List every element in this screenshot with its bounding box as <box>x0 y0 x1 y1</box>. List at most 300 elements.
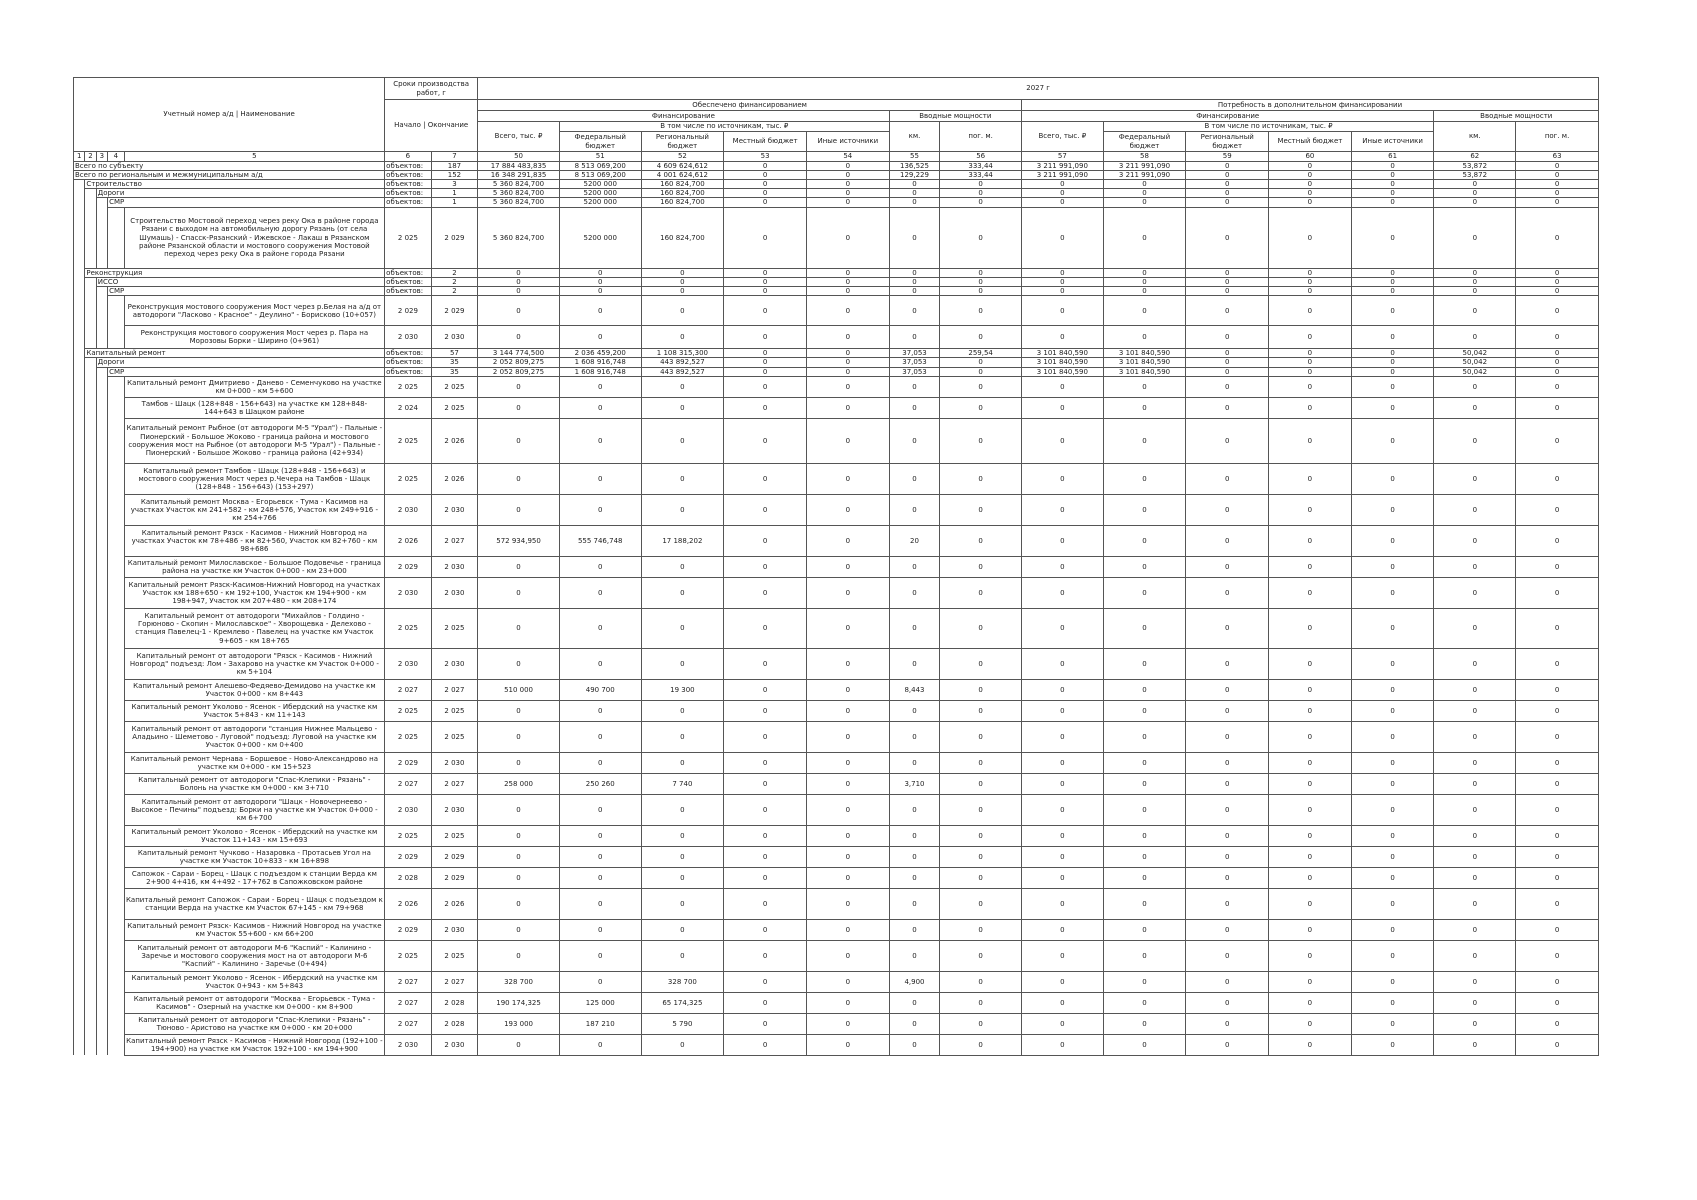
federal-header: Федеральный бюджет <box>559 132 641 152</box>
value-cell: 37,053 <box>889 358 940 367</box>
indent-cell <box>85 397 96 418</box>
value-cell: 0 <box>806 463 889 494</box>
value-cell: 490 700 <box>559 679 641 700</box>
start-year: 2 025 <box>385 207 432 268</box>
indent-cell <box>85 1013 96 1034</box>
value-cell: 0 <box>1434 825 1516 846</box>
table-row <box>74 277 1599 286</box>
object-count: 1 <box>431 189 478 198</box>
value-cell: 0 <box>641 648 724 679</box>
table-row <box>74 463 1599 494</box>
value-cell: 2 052 809,275 <box>478 367 560 376</box>
value-cell: 0 <box>940 189 1022 198</box>
table-row <box>74 825 1599 846</box>
value-cell: 0 <box>478 608 560 648</box>
indent-cell <box>108 679 125 700</box>
value-cell: 0 <box>1434 721 1516 752</box>
value-cell: 0 <box>559 1034 641 1055</box>
indent-cell <box>74 1013 85 1034</box>
value-cell: 0 <box>806 287 889 296</box>
value-cell: 0 <box>641 794 724 825</box>
value-cell: 0 <box>1434 919 1516 940</box>
value-cell: 0 <box>724 277 807 286</box>
value-cell: 0 <box>1434 180 1516 189</box>
value-cell: 0 <box>1269 287 1352 296</box>
value-cell: 17 188,202 <box>641 525 724 556</box>
value-cell: 0 <box>889 494 940 525</box>
row-name: Дороги <box>96 189 384 198</box>
value-cell: 0 <box>1186 189 1269 198</box>
value-cell: 0 <box>724 189 807 198</box>
value-cell: 0 <box>1434 556 1516 577</box>
value-cell: 8,443 <box>889 679 940 700</box>
value-cell: 0 <box>1351 971 1434 992</box>
value-cell: 0 <box>1103 287 1186 296</box>
indent-cell <box>96 207 107 268</box>
value-cell: 0 <box>641 397 724 418</box>
value-cell: 0 <box>1269 648 1352 679</box>
value-cell: 0 <box>559 418 641 463</box>
indent-cell <box>85 577 96 608</box>
value-cell: 0 <box>1186 608 1269 648</box>
value-cell: 0 <box>940 752 1022 773</box>
value-cell: 0 <box>889 376 940 397</box>
value-cell: 0 <box>940 367 1022 376</box>
value-cell: 0 <box>1021 556 1103 577</box>
value-cell: 0 <box>1186 794 1269 825</box>
value-cell: 0 <box>806 773 889 794</box>
value-cell: 5200 000 <box>559 180 641 189</box>
value-cell: 0 <box>1351 773 1434 794</box>
value-cell: 328 700 <box>641 971 724 992</box>
value-cell: 0 <box>1186 992 1269 1013</box>
value-cell: 0 <box>1269 992 1352 1013</box>
table-row <box>74 773 1599 794</box>
column-number: 3 <box>96 152 107 162</box>
indent-cell <box>74 794 85 825</box>
indent-cell <box>108 207 125 268</box>
value-cell: 0 <box>1351 161 1434 170</box>
indent-cell <box>74 296 85 326</box>
indent-cell <box>74 700 85 721</box>
value-cell: 0 <box>1103 277 1186 286</box>
value-cell: 0 <box>806 1013 889 1034</box>
value-cell: 0 <box>724 940 807 971</box>
value-cell: 0 <box>1021 207 1103 268</box>
table-row <box>74 867 1599 888</box>
value-cell: 0 <box>1351 494 1434 525</box>
value-cell: 1 108 315,300 <box>641 349 724 358</box>
row-name: Капитальный ремонт Рязск- Касимов - Нижний Новгород на участке км Участок 55+600 - км 66+200 <box>124 919 385 940</box>
value-cell: 0 <box>1186 1034 1269 1055</box>
value-cell: 0 <box>724 170 807 179</box>
object-count: 35 <box>431 358 478 367</box>
value-cell: 0 <box>1021 296 1103 326</box>
value-cell: 0 <box>724 794 807 825</box>
value-cell: 0 <box>559 752 641 773</box>
value-cell: 0 <box>1021 679 1103 700</box>
value-cell: 0 <box>889 1013 940 1034</box>
value-cell: 0 <box>1516 577 1599 608</box>
value-cell: 0 <box>1103 794 1186 825</box>
start-year: 2 025 <box>385 418 432 463</box>
value-cell: 0 <box>806 170 889 179</box>
value-cell: 0 <box>1516 198 1599 207</box>
unit-label: объектов: <box>385 180 432 189</box>
value-cell: 0 <box>889 825 940 846</box>
start-year: 2 024 <box>385 397 432 418</box>
value-cell: 0 <box>1186 556 1269 577</box>
value-cell: 0 <box>1351 577 1434 608</box>
indent-cell <box>96 494 107 525</box>
table-row <box>74 888 1599 919</box>
value-cell: 0 <box>1516 494 1599 525</box>
value-cell: 0 <box>889 463 940 494</box>
value-cell: 0 <box>889 888 940 919</box>
table-body <box>74 161 1599 1055</box>
value-cell: 0 <box>478 463 560 494</box>
column-number: 52 <box>641 152 724 162</box>
start-year: 2 027 <box>385 971 432 992</box>
value-cell: 0 <box>1351 721 1434 752</box>
value-cell: 0 <box>1021 888 1103 919</box>
value-cell: 0 <box>940 846 1022 867</box>
indent-cell <box>74 773 85 794</box>
value-cell: 0 <box>1021 525 1103 556</box>
value-cell: 0 <box>806 888 889 919</box>
value-cell: 0 <box>1186 326 1269 349</box>
table-header <box>74 78 1599 162</box>
value-cell: 0 <box>1103 700 1186 721</box>
row-name: Реконструкция <box>85 268 385 277</box>
end-year: 2 027 <box>431 679 478 700</box>
row-name: Дороги <box>96 358 384 367</box>
start-year: 2 027 <box>385 992 432 1013</box>
row-name: Капитальный ремонт Рязск-Касимов-Нижний Новгород на участках Участок км 188+650 - км 192+100, Участок км 194+900 - км 198+947, Участок км 207+480 - км 208+174 <box>124 577 385 608</box>
indent-cell <box>96 577 107 608</box>
value-cell: 16 348 291,835 <box>478 170 560 179</box>
value-cell: 0 <box>1186 198 1269 207</box>
value-cell: 0 <box>1103 721 1186 752</box>
indent-cell <box>74 919 85 940</box>
value-cell: 0 <box>478 287 560 296</box>
value-cell: 0 <box>889 198 940 207</box>
value-cell: 0 <box>641 268 724 277</box>
start-year: 2 030 <box>385 494 432 525</box>
value-cell: 0 <box>889 794 940 825</box>
value-cell: 0 <box>889 397 940 418</box>
value-cell: 5 790 <box>641 1013 724 1034</box>
value-cell: 0 <box>1269 867 1352 888</box>
value-cell: 160 824,700 <box>641 198 724 207</box>
value-cell: 0 <box>889 326 940 349</box>
indent-cell <box>108 397 125 418</box>
indent-cell <box>85 296 96 326</box>
value-cell: 0 <box>1103 1034 1186 1055</box>
value-cell: 0 <box>1021 752 1103 773</box>
value-cell: 0 <box>1516 180 1599 189</box>
start-year: 2 025 <box>385 825 432 846</box>
value-cell: 0 <box>478 794 560 825</box>
column-number: 1 <box>74 152 85 162</box>
value-cell: 0 <box>806 180 889 189</box>
value-cell: 0 <box>559 721 641 752</box>
value-cell: 0 <box>1434 376 1516 397</box>
value-cell: 0 <box>1021 326 1103 349</box>
value-cell: 0 <box>1434 679 1516 700</box>
indent-cell <box>108 296 125 326</box>
value-cell: 0 <box>1516 825 1599 846</box>
indent-cell <box>96 376 107 397</box>
end-year: 2 029 <box>431 207 478 268</box>
value-cell: 0 <box>806 648 889 679</box>
value-cell: 0 <box>1186 367 1269 376</box>
other-header-2: Иные источники <box>1351 132 1434 152</box>
value-cell: 0 <box>478 577 560 608</box>
value-cell: 0 <box>1269 161 1352 170</box>
value-cell: 0 <box>806 577 889 608</box>
value-cell: 53,872 <box>1434 161 1516 170</box>
value-cell: 0 <box>806 556 889 577</box>
value-cell: 0 <box>478 940 560 971</box>
value-cell: 572 934,950 <box>478 525 560 556</box>
value-cell: 0 <box>559 326 641 349</box>
indent-cell <box>96 867 107 888</box>
value-cell: 0 <box>1516 971 1599 992</box>
value-cell: 160 824,700 <box>641 189 724 198</box>
value-cell: 0 <box>724 867 807 888</box>
table-row <box>74 397 1599 418</box>
indent-cell <box>74 326 85 349</box>
start-year: 2 029 <box>385 919 432 940</box>
table-row <box>74 1034 1599 1055</box>
value-cell: 333,44 <box>940 161 1022 170</box>
start-end-header: Начало | Окончание <box>385 100 478 152</box>
value-cell: 0 <box>1269 1013 1352 1034</box>
needed-header: Потребность в дополнительном финансировании <box>1021 100 1598 111</box>
value-cell: 0 <box>724 648 807 679</box>
value-cell: 0 <box>1351 919 1434 940</box>
value-cell: 0 <box>806 161 889 170</box>
value-cell: 0 <box>1269 180 1352 189</box>
value-cell: 0 <box>1351 608 1434 648</box>
indent-cell <box>108 1013 125 1034</box>
value-cell: 0 <box>806 268 889 277</box>
value-cell: 0 <box>1103 1013 1186 1034</box>
value-cell: 50,042 <box>1434 367 1516 376</box>
value-cell: 0 <box>806 525 889 556</box>
row-name: Капитальный ремонт Алешево-Федяево-Демидово на участке км Участок 0+000 - км 8+443 <box>124 679 385 700</box>
indent-cell <box>85 648 96 679</box>
value-cell: 0 <box>1186 940 1269 971</box>
value-cell: 0 <box>1021 773 1103 794</box>
start-year: 2 030 <box>385 794 432 825</box>
value-cell: 0 <box>1434 268 1516 277</box>
value-cell: 0 <box>1269 358 1352 367</box>
column-number: 7 <box>431 152 478 162</box>
value-cell: 0 <box>1434 277 1516 286</box>
indent-cell <box>108 794 125 825</box>
value-cell: 0 <box>1351 752 1434 773</box>
unit-label: объектов: <box>385 268 432 277</box>
end-year: 2 030 <box>431 752 478 773</box>
start-year: 2 025 <box>385 608 432 648</box>
indent-cell <box>108 376 125 397</box>
value-cell: 3 101 840,590 <box>1021 349 1103 358</box>
object-count: 2 <box>431 287 478 296</box>
value-cell: 0 <box>1269 463 1352 494</box>
column-number: 4 <box>108 152 125 162</box>
value-cell: 0 <box>478 494 560 525</box>
end-year: 2 027 <box>431 773 478 794</box>
indent-cell <box>96 992 107 1013</box>
value-cell: 0 <box>1516 992 1599 1013</box>
unit-label: объектов: <box>385 358 432 367</box>
value-cell: 0 <box>559 888 641 919</box>
value-cell: 0 <box>1021 825 1103 846</box>
value-cell: 0 <box>1351 358 1434 367</box>
value-cell: 0 <box>1269 940 1352 971</box>
start-year: 2 029 <box>385 752 432 773</box>
table-row <box>74 189 1599 198</box>
value-cell: 0 <box>889 556 940 577</box>
value-cell: 0 <box>940 418 1022 463</box>
value-cell: 0 <box>559 268 641 277</box>
value-cell: 0 <box>1351 296 1434 326</box>
value-cell: 0 <box>1186 846 1269 867</box>
column-number: 6 <box>385 152 432 162</box>
value-cell: 0 <box>1269 556 1352 577</box>
value-cell: 190 174,325 <box>478 992 560 1013</box>
value-cell: 0 <box>724 326 807 349</box>
value-cell: 0 <box>1269 207 1352 268</box>
value-cell: 7 740 <box>641 773 724 794</box>
value-cell: 160 824,700 <box>641 207 724 268</box>
value-cell: 0 <box>724 556 807 577</box>
value-cell: 0 <box>1021 198 1103 207</box>
value-cell: 0 <box>940 648 1022 679</box>
value-cell: 258 000 <box>478 773 560 794</box>
indent-cell <box>96 326 107 349</box>
table-row <box>74 577 1599 608</box>
value-cell: 0 <box>1186 180 1269 189</box>
value-cell: 0 <box>724 367 807 376</box>
indent-cell <box>108 919 125 940</box>
value-cell: 0 <box>889 648 940 679</box>
value-cell: 0 <box>478 867 560 888</box>
indent-cell <box>85 358 96 367</box>
value-cell: 3 101 840,590 <box>1103 358 1186 367</box>
value-cell: 0 <box>1434 577 1516 608</box>
value-cell: 0 <box>1103 296 1186 326</box>
value-cell: 0 <box>724 349 807 358</box>
value-cell: 19 300 <box>641 679 724 700</box>
value-cell: 0 <box>1351 679 1434 700</box>
value-cell: 0 <box>1186 752 1269 773</box>
value-cell: 4 609 624,612 <box>641 161 724 170</box>
table-row <box>74 268 1599 277</box>
value-cell: 20 <box>889 525 940 556</box>
indent-cell <box>96 198 107 207</box>
indent-cell <box>85 207 96 268</box>
value-cell: 0 <box>1186 463 1269 494</box>
value-cell: 0 <box>1186 971 1269 992</box>
start-year: 2 030 <box>385 1034 432 1055</box>
indent-cell <box>74 525 85 556</box>
end-year: 2 029 <box>431 846 478 867</box>
unit-label: объектов: <box>385 349 432 358</box>
column-number: 50 <box>478 152 560 162</box>
column-number: 55 <box>889 152 940 162</box>
value-cell: 0 <box>940 296 1022 326</box>
value-cell: 0 <box>1021 418 1103 463</box>
value-cell: 0 <box>1269 577 1352 608</box>
value-cell: 0 <box>724 180 807 189</box>
end-year: 2 026 <box>431 418 478 463</box>
row-name: Капитальный ремонт Рязск - Касимов - Нижний Новгород на участках Участок км 78+486 - км 82+560, Участок км 82+760 - км 98+686 <box>124 525 385 556</box>
value-cell: 0 <box>806 721 889 752</box>
value-cell: 0 <box>1269 198 1352 207</box>
object-count: 2 <box>431 268 478 277</box>
unit-label: объектов: <box>385 367 432 376</box>
value-cell: 2 052 809,275 <box>478 358 560 367</box>
indent-cell <box>85 992 96 1013</box>
table-row <box>74 494 1599 525</box>
indent-cell <box>74 679 85 700</box>
value-cell: 0 <box>889 940 940 971</box>
value-cell: 0 <box>1186 376 1269 397</box>
value-cell: 0 <box>1021 494 1103 525</box>
value-cell: 0 <box>1434 971 1516 992</box>
unit-label: объектов: <box>385 170 432 179</box>
value-cell: 0 <box>806 1034 889 1055</box>
indent-cell <box>108 326 125 349</box>
value-cell: 0 <box>806 919 889 940</box>
indent-cell <box>108 648 125 679</box>
table-row <box>74 846 1599 867</box>
indent-cell <box>96 367 107 376</box>
value-cell: 0 <box>940 1034 1022 1055</box>
value-cell: 0 <box>1103 971 1186 992</box>
value-cell: 0 <box>1434 700 1516 721</box>
indent-cell <box>96 919 107 940</box>
value-cell: 0 <box>559 940 641 971</box>
table-row <box>74 287 1599 296</box>
value-cell: 0 <box>1516 679 1599 700</box>
value-cell: 0 <box>1269 418 1352 463</box>
value-cell: 160 824,700 <box>641 180 724 189</box>
value-cell: 0 <box>641 277 724 286</box>
end-year: 2 026 <box>431 888 478 919</box>
value-cell: 0 <box>478 888 560 919</box>
value-cell: 0 <box>478 418 560 463</box>
indent-cell <box>74 358 85 367</box>
value-cell: 0 <box>1269 268 1352 277</box>
indent-cell <box>108 608 125 648</box>
indent-cell <box>85 867 96 888</box>
end-year: 2 029 <box>431 296 478 326</box>
indent-cell <box>85 418 96 463</box>
value-cell: 0 <box>1516 463 1599 494</box>
indent-cell <box>85 773 96 794</box>
indent-cell <box>96 679 107 700</box>
value-cell: 0 <box>1351 198 1434 207</box>
value-cell: 37,053 <box>889 367 940 376</box>
value-cell: 0 <box>1516 161 1599 170</box>
value-cell: 0 <box>478 268 560 277</box>
value-cell: 0 <box>641 418 724 463</box>
value-cell: 0 <box>940 397 1022 418</box>
